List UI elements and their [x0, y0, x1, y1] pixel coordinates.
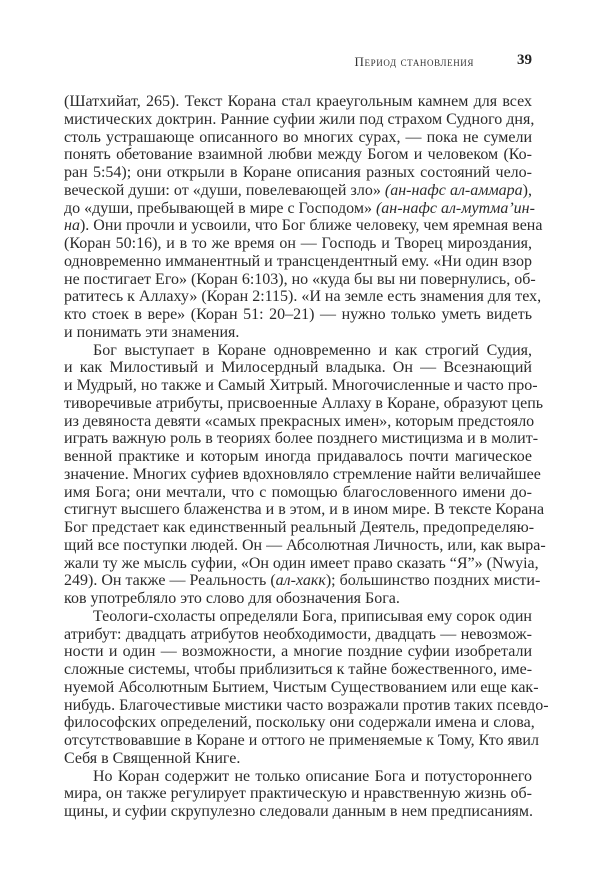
text-line: венной практике и которым иногда придавалось почти магическое [64, 448, 532, 465]
text-line: столь устрашающе описанного во многих сурах, — пока не сумели [64, 128, 532, 146]
text-line: из девяноста девяти «самых прекрасных имен», которым предстояло [64, 412, 535, 430]
text-line: нибудь. Благочестивые мистики часто возражали против таких псевдо- [64, 696, 549, 714]
text-line: значение. Многих суфиев вдохновляло стремление найти величайшее [64, 465, 541, 483]
text-line: Теологи-схоласты определяли Бога, приписывая ему сорок один [93, 607, 532, 625]
text-line: ков употребляло это слово для обозначения Бога. [64, 590, 400, 607]
body-text [64, 93, 549, 821]
text-line: не постигает Его» (Коран 6:103), но «куда бы вы ни повернулись, об- [64, 270, 536, 288]
transliteration-italic: ал-хакк [275, 572, 326, 590]
text-line: кто стоек в вере» (Коран 51: 20–21) — нужно только уметь видеть [64, 306, 532, 323]
text-line: нуемой Абсолютным Бытием, Чистым Существованием или еще как- [64, 678, 539, 696]
text-line: веческой души: от «души, повелевающей зло» (ан-нафс ал-аммара), [64, 181, 532, 199]
text-line: и понимать эти знамения. [64, 323, 240, 341]
text-line: тиворечивые атрибуты, присвоенные Аллаху в Коране, образуют цепь [64, 394, 544, 412]
paragraph [64, 341, 546, 608]
text-line: Бог предстает как единственный реальный Деятель, предопределяю- [64, 519, 535, 536]
text-line: (Шатхийат, 265). Текст Корана стал краеугольным камнем для всех [64, 93, 532, 110]
transliteration-italic: на [64, 217, 80, 235]
transliteration-italic: (ан-нафс ал-аммара [384, 181, 523, 199]
paragraph [64, 768, 532, 821]
text-line: щины, и суфии скрупулезно следовали данным в нем предписаниям. [64, 803, 533, 820]
text-line: и Мудрый, но также и Самый Хитрый. Многочисленные и часто про- [64, 377, 538, 394]
text-line: (Коран 50:16), и в то же время он — Господь и Творец мироздания, [64, 235, 532, 252]
text-line: ратитесь к Аллаху» (Коран 2:115). «И на земле есть знамения для тех, [64, 288, 542, 306]
text-line: мира, он также регулирует практическую и нравственную жизнь об- [64, 785, 532, 803]
text-line: отсутствовавшие в Коране и оттого не применяемые к Тому, Кто явил [64, 732, 539, 749]
paragraph [64, 93, 543, 342]
text-line: Но Коран содержит не только описание Бога и потустороннего [93, 767, 532, 785]
text-line: ности и один — возможности, а многие поздние суфии изобретали [64, 643, 532, 661]
text-line: и как Милостивый и Милосердный владыка. Он — Всезнающий [64, 359, 532, 377]
text-line: понять обетование взаимной любви между Богом и человеком (Ко- [64, 146, 532, 164]
text-line: играть важную роль в теориях более позднего мистицизма и в молит- [64, 430, 539, 448]
text-line: философских определений, поскольку они содержали имена и слова, [64, 714, 535, 732]
page-number: 39 [517, 52, 532, 68]
text-line: одновременно имманентный и трансцендентный ему. «Ни один взор [64, 252, 532, 270]
paragraph [64, 607, 549, 768]
text-line: жали ту же мысль суфии, «Он один имеет право сказать “Я”» (Nwyia, [64, 554, 539, 572]
running-head [64, 52, 532, 72]
transliteration-italic: (ан-нафс ал-мутма’ин- [375, 199, 535, 217]
text-line: Себя в Священной Книге. [64, 749, 241, 767]
text-line: мистических доктрин. Ранние суфии жили под страхом Судного дня, [64, 110, 535, 128]
text-line: ран 5:54); они открыли в Коране описания разных состояний чело- [64, 164, 532, 181]
text-line: атрибут: двадцать атрибутов необходимости, двадцать — невозмож- [64, 625, 532, 643]
text-line: 249). Он также — Реальность (ал-хакк); большинство поздних мисти- [64, 572, 541, 590]
text-line: стигнут высшего блаженства и в этом, и в ином мире. В тексте Корана [64, 501, 545, 519]
text-line: на). Они прочли и усвоили, что Бог ближе человеку, чем яремная вена [64, 217, 543, 235]
text-line: щий все поступки людей. Он — Абсолютная Личность, или, как выра- [64, 536, 546, 554]
text-line: сложные системы, чтобы приблизиться к тайне божественного, име- [64, 661, 533, 678]
running-title: Период становления [354, 54, 474, 69]
text-line: Бог выступает в Коране одновременно и как строгий Судия, [93, 341, 532, 359]
text-line: имя Бога; они мечтали, что с помощью благословенного имени до- [64, 483, 532, 501]
text-line: до «души, пребывающей в мире с Господом» (ан-нафс ал-мутма’ин- [64, 199, 535, 217]
